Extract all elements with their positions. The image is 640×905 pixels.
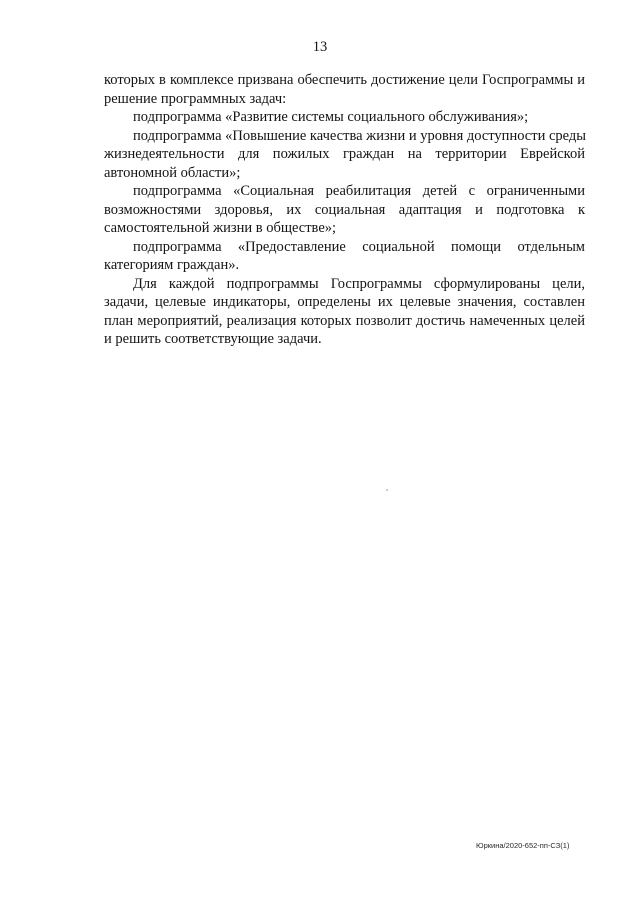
subprogram-social-services xyxy=(104,108,585,127)
paragraph-line: и решить соответствующие задачи. xyxy=(104,331,322,347)
document-reference: Юркина/2020-652-пп-СЗ(1) xyxy=(476,841,570,850)
paragraph-line: подпрограмма «Повышение качества жизни и уровня доступности среды xyxy=(133,127,587,144)
paragraph-line: возможностями здоровья, их социальная адаптация и подготовка к xyxy=(104,201,585,218)
paragraph-line: подпрограмма «Социальная реабилитация детей с ограниченными xyxy=(133,183,585,199)
paragraph-intro xyxy=(104,71,585,108)
paragraph-line: самостоятельной жизни в обществе»; xyxy=(104,220,337,236)
document-body xyxy=(104,71,585,349)
paragraph-line: задачи, целевые индикаторы, определены их целевые значения, составлен xyxy=(104,294,585,310)
paragraph-line: автономной области»; xyxy=(104,164,241,181)
paragraph-line: жизнедеятельности для пожилых граждан на территории Еврейской xyxy=(104,146,585,162)
paragraph-line: подпрограмма «Предоставление социальной помощи отдельным xyxy=(133,238,585,255)
page-number: 13 xyxy=(312,39,328,55)
paragraph-line: решение программных задач: xyxy=(104,90,287,107)
scan-speck xyxy=(386,489,388,491)
subprogram-social-assistance xyxy=(104,238,585,275)
paragraph-line: план мероприятий, реализация которых позволит достичь намеченных целей xyxy=(104,312,585,329)
paragraph-line: категориям граждан». xyxy=(104,257,240,273)
paragraph-line: подпрограмма «Развитие системы социального обслуживания»; xyxy=(133,109,529,125)
paragraph-line: которых в комплексе призвана обеспечить достижение цели Госпрограммы и xyxy=(104,72,585,88)
subprogram-elderly-quality-of-life xyxy=(104,127,585,183)
subprogram-children-rehabilitation xyxy=(104,182,585,238)
paragraph-conclusion xyxy=(104,275,585,349)
paragraph-line: Для каждой подпрограммы Госпрограммы сформулированы цели, xyxy=(133,275,585,292)
